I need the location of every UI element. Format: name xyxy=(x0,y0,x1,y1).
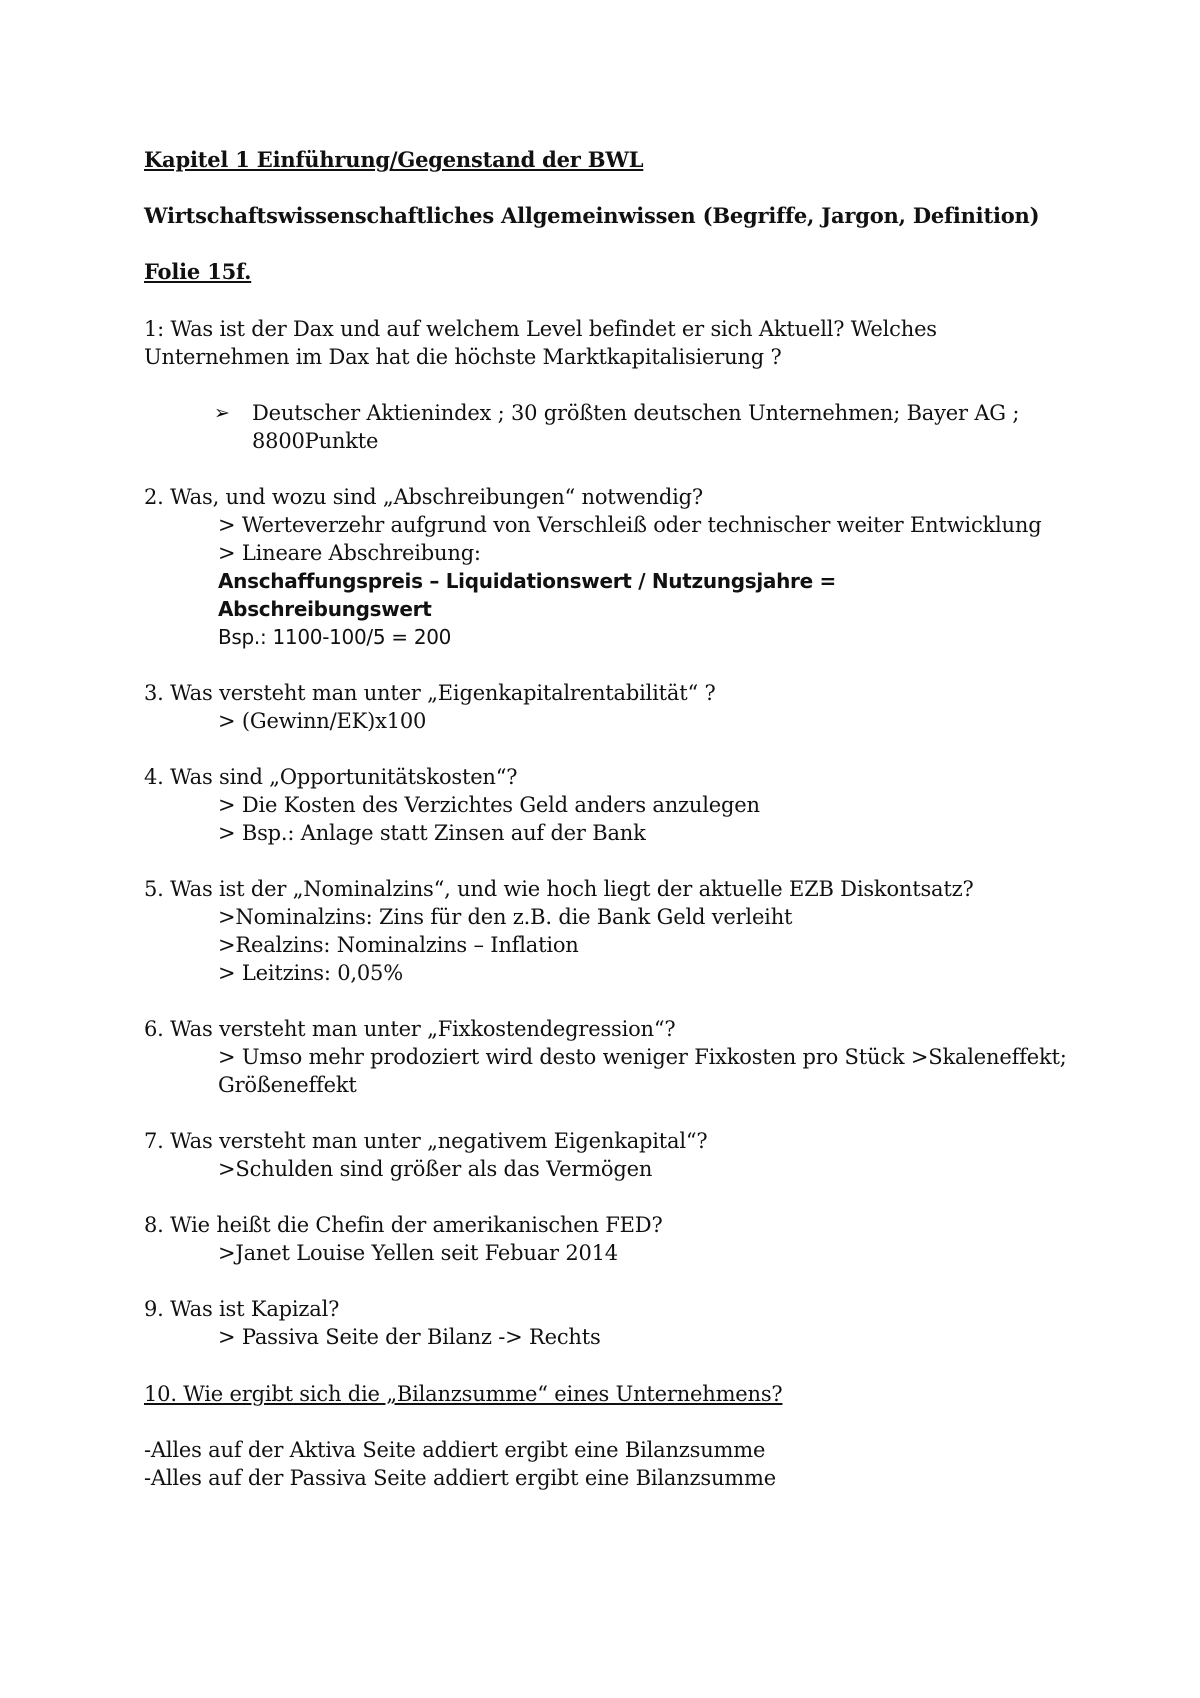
formula-line-2: Abschreibungswert xyxy=(218,597,432,621)
answer-10-line-2: -Alles auf der Passiva Seite addiert ergibt eine Bilanzsumme xyxy=(144,1466,776,1490)
question-6: 6. Was versteht man unter „Fixkostendegression“? xyxy=(144,1017,676,1041)
chapter-title: Kapitel 1 Einführung/Gegenstand der BWL xyxy=(144,147,644,172)
answer-7: >Schulden sind größer als das Vermögen xyxy=(218,1157,653,1181)
question-8: 8. Wie heißt die Chefin der amerikanischen FED? xyxy=(144,1213,663,1237)
answer-2-line-2: > Lineare Abschreibung: xyxy=(218,541,481,565)
answer-9: > Passiva Seite der Bilanz -> Rechts xyxy=(218,1325,601,1349)
answer-5-line-2: >Realzins: Nominalzins – Inflation xyxy=(218,933,579,957)
question-5: 5. Was ist der „Nominalzins“, und wie hoch liegt der aktuelle EZB Diskontsatz? xyxy=(144,877,974,901)
answer-1-line-2: 8800Punkte xyxy=(252,429,379,453)
answer-3: > (Gewinn/EK)x100 xyxy=(218,709,427,733)
answer-8: >Janet Louise Yellen seit Febuar 2014 xyxy=(218,1241,618,1265)
formula-line-1: Anschaffungspreis – Liquidationswert / Nutzungsjahre = xyxy=(218,569,836,593)
arrow-bullet-icon: ➢ xyxy=(214,402,230,424)
question-1-line-2: Unternehmen im Dax hat die höchste Marktkapitalisierung ? xyxy=(144,345,782,369)
question-4: 4. Was sind „Opportunitätskosten“? xyxy=(144,765,518,789)
question-9: 9. Was ist Kapizal? xyxy=(144,1297,340,1321)
slide-reference: Folie 15f. xyxy=(144,259,252,284)
question-7: 7. Was versteht man unter „negativem Eigenkapital“? xyxy=(144,1129,708,1153)
answer-2-line-1: > Werteverzehr aufgrund von Verschleiß oder technischer weiter Entwicklung xyxy=(218,513,1042,537)
subtitle: Wirtschaftswissenschaftliches Allgemeinwissen (Begriffe, Jargon, Definition) xyxy=(144,203,1040,228)
answer-5-line-3: > Leitzins: 0,05% xyxy=(218,961,403,985)
question-2: 2. Was, und wozu sind „Abschreibungen“ notwendig? xyxy=(144,485,703,509)
question-10: 10. Wie ergibt sich die „Bilanzsumme“ eines Unternehmens? xyxy=(144,1382,783,1406)
answer-6-line-2: Größeneffekt xyxy=(218,1073,357,1097)
answer-5-line-1: >Nominalzins: Zins für den z.B. die Bank Geld verleiht xyxy=(218,905,793,929)
formula-example: Bsp.: 1100-100/5 = 200 xyxy=(218,625,452,649)
answer-1-line-1: Deutscher Aktienindex ; 30 größten deutschen Unternehmen; Bayer AG ; xyxy=(252,401,1020,425)
answer-4-line-1: > Die Kosten des Verzichtes Geld anders anzulegen xyxy=(218,793,760,817)
answer-4-line-2: > Bsp.: Anlage statt Zinsen auf der Bank xyxy=(218,821,646,845)
question-3: 3. Was versteht man unter „Eigenkapitalrentabilität“ ? xyxy=(144,681,716,705)
question-1-line-1: 1: Was ist der Dax und auf welchem Level befindet er sich Aktuell? Welches xyxy=(144,317,937,341)
answer-6-line-1: > Umso mehr prodoziert wird desto weniger Fixkosten pro Stück >Skaleneffekt; xyxy=(218,1045,1067,1069)
answer-10-line-1: -Alles auf der Aktiva Seite addiert ergibt eine Bilanzsumme xyxy=(144,1438,766,1462)
